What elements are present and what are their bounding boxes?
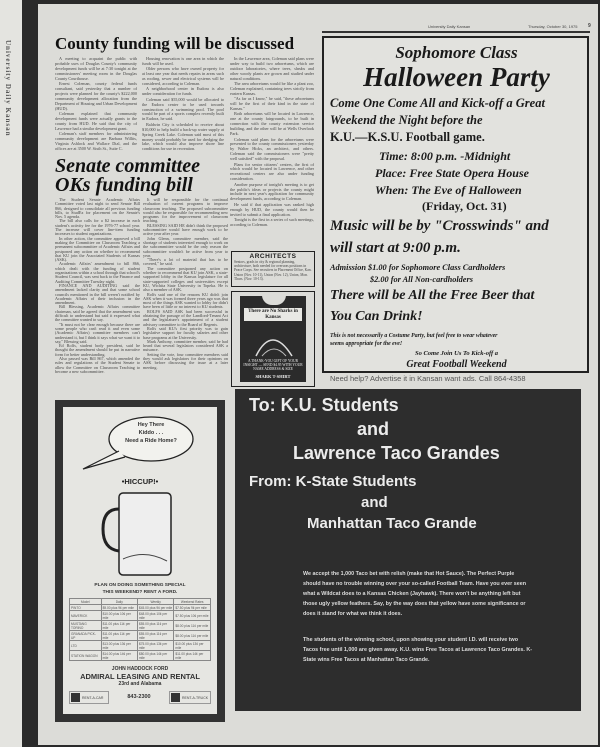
paragraph: It will be responsible for the continual evaluation of current programs to improve classroom teaching. The proposed subcommittee would also be responsible for recommending new programs for the improvement of classroom teaching. xyxy=(143,197,228,224)
ad-body: We accept the 1,000 Taco bet with relish (make that Hot Sauce). The Perfect Purple should have no trouble winning over your so-called Football Team. Have you ever seen what a Wildcat does to a Kansas Chicken (Jayhawk). There won't be anything left but those ugly yellow feathers. Say, by the way does that yellow have some significance or does it stand for what we think it does. xyxy=(303,571,527,617)
rate-cell: $7.50 plus 9¢ per mile xyxy=(174,605,211,611)
paragraph: Coleman's staff members for administering community development are Barbara Willits, Virginia Ashlock and Wallace Dial, and the offices are at 3500 W. Sixth St., Suite C. xyxy=(55,131,137,151)
article-column xyxy=(143,198,228,370)
model-cell: PINTO xyxy=(70,605,102,611)
rate-cell: $10.00 plus 10¢ per mile xyxy=(101,611,137,621)
dealer-name: JOHN HADDOCK FORD xyxy=(111,666,169,672)
rate-cell: $55.00 plus 11¢ per mile xyxy=(137,621,173,631)
paragraph: "As far as I know," he said, "these arboretums will be the first of their kind in the state of Kansas." xyxy=(230,96,314,112)
article-headline-block xyxy=(55,157,225,195)
ad-title: Halloween Party xyxy=(363,62,550,92)
paragraph: He said if that application was ranked high enough by HUD, the county would then be invited to submit a final application. xyxy=(230,201,314,217)
paragraph: The area arboretums would be like a plant zoo, Coleman explained, containing trees strictly from eastern Kansas. xyxy=(230,81,314,96)
page-number: 9 xyxy=(588,23,591,29)
paper-name: University Daily Kansan xyxy=(428,24,471,29)
ad-title: ARCHITECTS xyxy=(249,253,297,260)
paragraph: Older persons who have owned property for at least one year that needs repairs in areas such as roofing, sewer and electrical systems will be considered, according to Coleman. xyxy=(142,66,224,87)
rate-cell: $11.00 plus 11¢ per mile xyxy=(101,631,137,641)
rate-cell: $48.00 plus 10¢ per mile xyxy=(137,611,173,621)
event-place: Place: Free State Opera House xyxy=(375,166,529,180)
shark-fin-illustration xyxy=(252,328,296,358)
paragraph: Coleman said plans for the arboretums were presented to the county commissioners yesterday by Walter Hicks, an architect, and others. Coleman said the commissioners were "pretty well satisfied" with the proposal. xyxy=(230,136,314,162)
table-row xyxy=(70,641,211,651)
paragraph: "There's a lot of material that has to be covered," he said. xyxy=(143,257,228,267)
rate-cell: $8.00 plus 11¢ per mile xyxy=(174,621,211,631)
rent-a-car-logo xyxy=(69,691,109,704)
paragraph: Baldwin City is scheduled to receive about $10,000 to help build a back-up water supply at Spring Creek Lake. Coleman said most of this money would probably be used for dredging the lake, which would also improve shore line conditions for use in recreation. xyxy=(142,121,224,152)
paragraph: Plans for senior citizens' centers, the first of which would be located in Lawrence, and other recreational centers are also under funding consideration. xyxy=(230,161,314,182)
article-column xyxy=(55,198,140,374)
ad-beer: You Can Drink! xyxy=(330,309,423,324)
paragraph: In other action, the committee approved a bill making the Committee on Classroom Teaching a permanent subcommittee of Academic Affairs and postponed any action on whether to recommend that KU join the Associated Students of Kansas (ASK). xyxy=(55,235,140,263)
rate-cell: $80.00 plus 14¢ per mile xyxy=(137,651,173,661)
ad-closing: So Come Join Us To Kick-off a xyxy=(414,350,499,357)
header-rule xyxy=(322,31,590,33)
event-date-detail: (Friday, Oct. 31) xyxy=(422,199,507,213)
company-name: ADMIRAL LEASING AND RENTAL xyxy=(80,672,200,681)
model-cell: MAVERICK xyxy=(70,611,102,621)
rate-cell: $13.00 plus 13¢ per mile xyxy=(101,641,137,651)
paragraph: Mark Anthony, committee member, said he had heard that several legislators considered ASK a nuisance. xyxy=(143,338,228,353)
paragraph: Academic Affairs' amendment to bill 866, which dealt with the funding of student organizations within a school through that school's Student Council, was sent back to the Finance and Auditing Committee Tuesday night. xyxy=(55,261,140,284)
table-header: Weekly xyxy=(137,599,173,605)
rate-cell: $11.00 plus 11¢ per mile xyxy=(101,621,137,631)
model-cell: LTD xyxy=(70,641,102,651)
ad-pitch: PLAN ON DOING SOMETHING SPECIAL xyxy=(94,583,186,588)
paragraph: BLESSING SAID HE didn't think the proposed subcommittee would have enough work to be active year after year. xyxy=(143,222,228,237)
rate-cell: $14.00 plus 14¢ per mile xyxy=(101,651,137,661)
rate-cell: $45.00 plus 9¢ per mile xyxy=(138,605,173,610)
paragraph: The Student Senate Academic Affairs Committee voted last night to send Senate Bill 866, designed to consolidate all previous funding bills, to StudEx for placement on the Senate's Nov. 5 agenda. xyxy=(55,197,140,220)
model-cell: GRANADA PICK-UP xyxy=(70,631,102,641)
logo-label: RENT-A-TRUCK xyxy=(182,695,209,700)
paragraph: Coleman said $55,000 would be allocated to the Eudora center to be used towards construction of a swimming pool. The pool would be part of a sports complex recently built in Eudora, he said. xyxy=(142,96,224,122)
admission-price: Admission $1.00 for Sophomore Class Cardholders xyxy=(330,263,506,272)
want-ads-promo: Need help? Advertise it in Kansan want ads. Call 864-4358 xyxy=(330,374,526,383)
ad-pitch: THIS WEEKEND? RENT A FORD. xyxy=(102,590,178,595)
ad-intro: Weekend the Night before the xyxy=(330,113,483,127)
table-header: Weekend Rates xyxy=(174,599,211,605)
ad-intro: Come One Come All and Kick-off a Great xyxy=(330,96,545,110)
rate-cell: $10.00 plus 13¢ per mile xyxy=(174,641,211,651)
ford-logo-icon xyxy=(171,693,180,702)
hiccup-text: •HICCUP!• xyxy=(121,477,159,486)
shark-tshirt-ad xyxy=(231,291,315,387)
ad-cta: SHARK T-SHIRT xyxy=(255,374,291,379)
paragraph: Tonight is the first in a series of such meetings, according to Coleman. xyxy=(230,217,314,227)
rate-cell: $55.00 plus 11¢ per mile xyxy=(137,631,173,641)
taco-grande-ad xyxy=(235,389,581,711)
rate-cell: $9.00 plus 9¢ per mile xyxy=(101,605,137,611)
paragraph: Ed Rolfs, student body president, said he thought the amendment should be put in narrative form for better understanding. xyxy=(55,343,140,357)
previous-page-masthead: University Daily Kansan xyxy=(4,40,12,137)
paragraph: Bill Blessing, Academic Affairs committee chairman, said he agreed that the amendment was difficult to understand but said it expressed what the committee wanted to say. xyxy=(55,304,140,323)
phone-number: 843-2300 xyxy=(127,694,151,700)
previous-page-edge xyxy=(0,0,22,747)
paragraph: A neighborhood center in Eudora is also under consideration for funds. xyxy=(142,86,224,97)
ford-logo-icon xyxy=(71,693,80,702)
article-column xyxy=(55,57,137,154)
article-column xyxy=(142,57,224,154)
paragraph: FINANCE AND AUDITING said the amendment lacked clarity and that some school councils mentioned in the bill weren't notified by Academic Affairs of their inclusion in the amendment. xyxy=(55,282,140,306)
paragraph: Rolfs said one of the reasons KU didn't join ASK when it was formed three years ago was that most of the things ASK wanted to lobby for didn't have been of little or no interest to KU students. xyxy=(143,291,228,310)
ad-from-line: Manhattan Taco Grande xyxy=(307,515,477,532)
paragraph: The committee postponed any action on whether to recommend that KU join ASK, a state-supported lobby in the Kansas legislature for all state-supported colleges and universities except KU, Wichita State University in Topeka. He is also a member of ASK. xyxy=(143,265,228,293)
logo-label: RENT-A-CAR xyxy=(82,695,104,700)
table-row xyxy=(70,631,211,641)
ad-headline: There are No Sharks in Kansas xyxy=(244,308,302,321)
ad-panel xyxy=(63,407,217,714)
paragraph: John Glenn, committee member, said the shortage of students interested enough to work on the subcommittee would be the only reason the subcommittee wouldn't be active from year to year. xyxy=(143,235,228,258)
ad-body: Seniors, grads in city & regional planning, architecture, both needed for overseas positions in Peace Corps. See recruiters in Placement Office, Kan. Union (Nov. 10-11), Union (Nov. 12), Union, Mon. Thurs. (Nov. 10-13). xyxy=(234,260,312,281)
paragraph: Another purpose of tonight's meeting is to get the public's ideas or projects the county might include in next year's application for community development funds, according to Coleman. xyxy=(230,181,314,202)
paragraph: ROLFS SAID ASK had been successful in obtaining the passage of the Landlord-Tenant Act and the legislature's appointment of a student advisory committee to the Board of Regents. xyxy=(143,308,228,327)
ford-rental-ad xyxy=(55,400,225,722)
event-time: Time: 8:00 p.m. -Midnight xyxy=(379,149,511,163)
ad-music: will start at 9:00 p.m. xyxy=(330,240,461,256)
paragraph: Both arboretums will be located in Lawrence, one at the county fairgrounds, to be built in connection with the county extension service building, and the other will be at Wells Overlook Park. xyxy=(230,111,314,137)
paragraph: In the Lawrence area, Coleman said plans were under way to build two arboretums, which are outdoor laboratories, where trees, shrubs and other woody plants are grown and studied under natural conditions. xyxy=(230,57,314,81)
article-headline: Senate committee xyxy=(55,155,200,177)
article-headline: County funding will be discussed xyxy=(55,34,295,53)
paragraph: Housing renovation is one area in which the funds will be used. xyxy=(142,57,224,66)
ad-closing: Great Football Weekend xyxy=(406,359,507,370)
rate-cell: $75.00 plus 13¢ per mile xyxy=(137,641,173,651)
rent-a-truck-logo xyxy=(169,691,211,704)
ad-note: seems appropriate for the eve! xyxy=(330,341,403,347)
dealer-address: 23rd and Alabama xyxy=(118,681,162,687)
ad-beer: There will be All the Free Beer that xyxy=(330,288,535,303)
ad-and: and xyxy=(357,419,390,439)
rate-cell: $8.00 plus 11¢ per mile xyxy=(174,631,211,641)
rate-cell: $7.50 plus 10¢ per mile xyxy=(174,611,211,621)
paragraph: Rolfs said KU's first priority was to gain legislative support for faculty salaries and other base programs at the University. xyxy=(143,325,228,340)
paragraph: A meeting to acquaint the public with probable uses of Douglas County's community development funds will be at 7:30 tonight at the commissioners' meeting room in the Douglas County Courthouse. xyxy=(55,57,137,81)
article-column xyxy=(230,57,314,247)
ad-intro: K.U.—K.S.U. Football game. xyxy=(330,130,485,144)
model-cell: STATION WAGON xyxy=(70,651,102,661)
ad-to-line: To: K.U. Students xyxy=(249,395,399,415)
article-headline: OKs funding bill xyxy=(55,174,193,196)
paragraph: "It must not be clear enough because there are some people who can't read it and even some (Academic Affairs) committee members can't understand it, but I think it says what we want it to say," Blessing said. xyxy=(55,321,140,344)
table-row xyxy=(70,621,211,631)
model-cell: MUSTANG TORINO xyxy=(70,621,102,631)
ad-body: The students of the winning school, upon showing your student I.D. will receive two Tacos free until 1,000 are given away. K.U. wins Free Tacos at Lawrence Taco Grandes. K-State wins Free Tacos at Manhattan Taco Grande. xyxy=(303,637,533,663)
ad-music: Music will be by "Crosswinds" and xyxy=(330,218,549,234)
ad-from-line: From: K-State Students xyxy=(249,473,417,490)
admission-price: $2.00 for All Non-cardholders xyxy=(370,275,473,284)
bubble-text: Kiddo . . . xyxy=(138,430,164,436)
issue-date: Thursday, October 30, 1975 xyxy=(528,24,578,29)
architects-ad xyxy=(231,251,315,287)
ad-subtitle: Sophomore Class xyxy=(395,43,518,62)
newspaper-page xyxy=(38,4,598,745)
rental-rate-table xyxy=(69,598,211,661)
beer-mug-illustration xyxy=(101,489,181,579)
table-header: Model xyxy=(70,599,102,605)
paragraph: Coleman explained that community development funds were actually grants to the county from HUD. He said that the city of Lawrence had a similar development grant. xyxy=(55,110,137,131)
ad-and: and xyxy=(361,494,388,511)
rate-cell: $11.00 plus 14¢ per mile xyxy=(174,651,211,661)
table-row xyxy=(70,611,211,621)
paragraph: The bill also calls for a $2 increase in each student's activity fee for the 1976-77 school year. The increase will cover line-item funding increases to student organizations. xyxy=(55,218,140,237)
bubble-text: Need a Ride Home? xyxy=(125,438,177,444)
ad-offer: A THANK-YOU GIFT OF YOUR INSIGHT — SEND $4.95 WITH YOUR NAME ADDRESS & SIZE xyxy=(243,359,303,372)
ad-note: This is not necessarily a Costume Party, but feel free to wear whatever xyxy=(330,333,498,339)
tshirt-collar xyxy=(262,295,286,305)
paragraph: Ernest Coleman, county federal funds consultant, said yesterday that a number of projects were planned for the county's $222,000 community development allocation from the Department of Housing and Urban Development (HUD). xyxy=(55,81,137,111)
ad-to-line: Lawrence Taco Grandes xyxy=(293,443,500,463)
paragraph: Setting the vote, four committee members said they would ask legislators for their opinions on ASK before discussing the issue at a later meeting. xyxy=(143,351,228,370)
table-header: Daily xyxy=(101,599,137,605)
halloween-party-ad xyxy=(322,36,589,373)
bubble-text: Hey There xyxy=(137,422,165,428)
table-row xyxy=(70,651,211,661)
event-date: When: The Eve of Halloween xyxy=(375,183,522,197)
paragraph: Also passed was Bill 867, which amended the rules and regulations of the Student Senate to allow the Committee on Classroom Teaching to become a new subcommittee. xyxy=(55,355,140,374)
